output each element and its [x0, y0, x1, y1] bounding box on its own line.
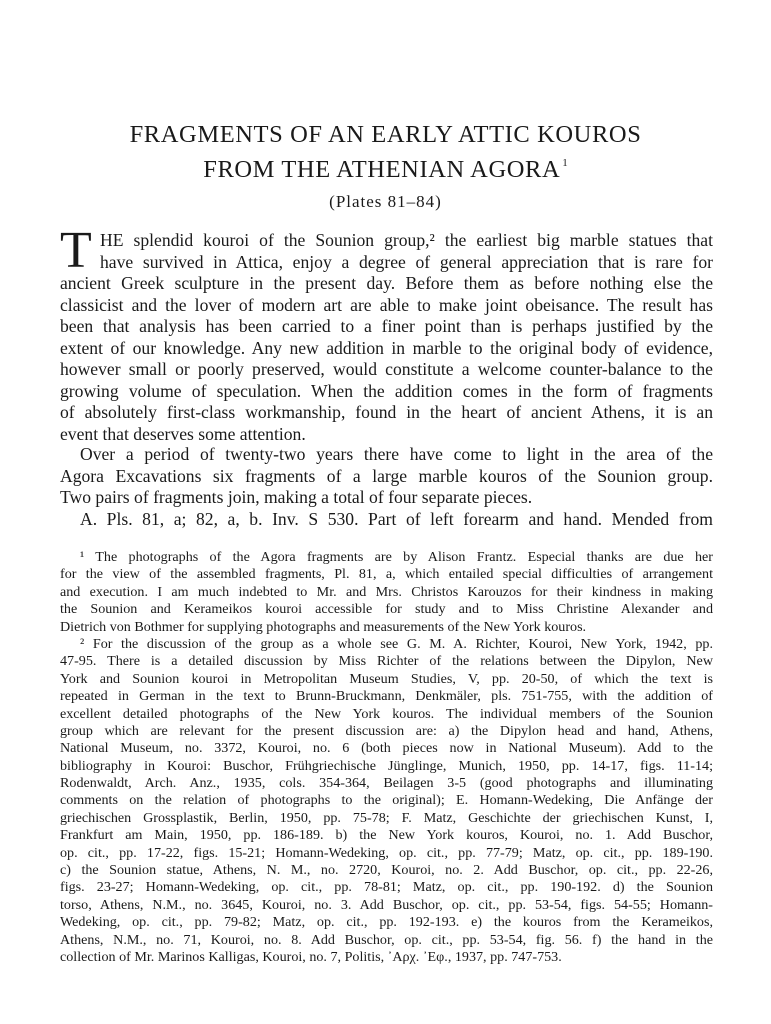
- plates-reference: (Plates 81–84): [329, 192, 442, 211]
- paragraph-line: of absolutely first-class workmanship, found in the heart of ancient Athens, it is an: [60, 402, 713, 422]
- paragraph-line: have survived in Attica, enjoy a degree of general appreciation that is rare for: [100, 251, 713, 272]
- paragraph-line: HE splendid kouroi of the Sounion group,² the earliest big marble statues that: [100, 230, 713, 250]
- footnote-line: ² For the discussion of the group as a whole see G. M. A. Richter, Kouroi, New York, 1942, pp.: [80, 635, 713, 652]
- footnote-line: Frankfurt am Main, 1950, pp. 186-189. b) the New York kouros, Kouroi, no. 1. Add Buschor,: [60, 827, 713, 844]
- footnote-line: and execution. I am much indebted to Mr. and Mrs. Christos Karouzos for their kindness in making: [60, 583, 713, 600]
- footnote-line: op. cit., pp. 17-22, figs. 15-21; Homann-Wedeking, op. cit., pp. 77-79; Matz, op. cit., pp. 189-190.: [60, 844, 713, 861]
- footnote-line: repeated in German in the text to Brunn-Bruckmann, Denkmäler, pls. 751-755, with the addition of: [60, 688, 713, 705]
- footnote-line: ¹ The photographs of the Agora fragments are by Alison Frantz. Especial thanks are due her: [80, 549, 713, 565]
- footnote-line: Wedeking, op. cit., pp. 79-82; Matz, op. cit., pp. 192-193. e) the kouros from the Kerameikos,: [60, 914, 713, 931]
- paragraph-line: Agora Excavations six fragments of a large marble kouros of the Sounion group.: [60, 465, 713, 486]
- paragraph-line: Two pairs of fragments join, making a total of four separate pieces.: [60, 487, 533, 507]
- paragraph-line: growing volume of speculation. When the addition comes in the form of fragments: [60, 380, 713, 401]
- article-title-line-2: [0, 149, 771, 184]
- footnote-line: excellent detailed photographs of the New York kouros. The individual members of the Sounion: [60, 705, 713, 722]
- paragraph-2: [60, 444, 713, 509]
- footnote-line: figs. 23-27; Homann-Wedeking, op. cit., pp. 78-81; Matz, op. cit., pp. 190-192. d) the Sounion: [60, 879, 713, 896]
- footnote-line: Athens, N.M., no. 71, Kouroi, no. 8. Add Buschor, op. cit., pp. 53-54, fig. 56. f) the hand in the: [60, 931, 713, 948]
- paragraph-line: however small or poorly preserved, would constitute a welcome counter-balance to the: [60, 359, 713, 379]
- footnote-line: Dietrich von Bothmer for supplying photographs and measurements of the New York kouros.: [60, 618, 587, 635]
- footnote-line: group which are relevant for the present discussion are: a) the Dipylon head and hand, Athens,: [60, 722, 713, 739]
- footnotes: [60, 549, 713, 966]
- footnote-line: the Sounion and Kerameikos kouroi accessible for study and to Miss Christine Alexander and: [60, 601, 713, 618]
- article-title-line-1: [0, 121, 771, 149]
- footnote-line: bibliography in Kouroi: Buschor, Frühgriechische Jünglinge, Munich, 1950, pp. 14-17, figs. 11-14;: [60, 757, 713, 774]
- footnote-line: 47-95. There is a detailed discussion by Miss Richter of the relations between the Dipylon, New: [60, 653, 713, 670]
- paragraph-line: ancient Greek sculpture in the present day. Before them as before nothing else the: [60, 273, 713, 293]
- footnote-line: York and Sounion kouroi in Metropolitan Museum Studies, V, pp. 20-50, of which the text is: [60, 670, 713, 687]
- paragraph-line: been that analysis has been carried to a finer point than is perhaps justified by the: [60, 316, 713, 336]
- title-line-1-text: FRAGMENTS OF AN EARLY ATTIC KOUROS: [129, 121, 642, 148]
- paragraph-line: Over a period of twenty-two years there have come to light in the area of the: [80, 444, 713, 464]
- paragraph-line: extent of our knowledge. Any new addition in marble to the original body of evidence,: [60, 337, 713, 358]
- paragraph-line: A. Pls. 81, a; 82, a, b. Inv. S 530. Part of left forearm and hand. Mended from: [80, 509, 713, 529]
- drop-cap: T: [60, 222, 92, 279]
- paragraph-line: event that deserves some attention.: [60, 423, 306, 444]
- footnote-line: National Museum, no. 3372, Kouroi, no. 6 (both pieces now in National Museum). Add to the: [60, 740, 713, 757]
- footnote-line: for the view of the assembled fragments, Pl. 81, a, which entailed special difficulties of arrangement: [60, 566, 713, 583]
- footnote-line: comments on the relation of photographs to the original); E. Homann-Wedeking, Die Anfänge der: [60, 792, 713, 809]
- footnote-line: c) the Sounion statue, Athens, N. M., no. 2720, Kouroi, no. 2. Add Buschor, op. cit., pp. 22-26,: [60, 862, 713, 879]
- title-line-2-text: FROM THE ATHENIAN AGORA: [203, 156, 561, 183]
- footnote-line: collection of Mr. Marinos Kalligas, Kouroi, no. 7, Politis, ᾿Αρχ. ᾿Εφ., 1937, pp. 747-753.: [60, 948, 562, 965]
- title-footnote-mark: 1: [562, 157, 568, 169]
- paragraph-1: [60, 222, 713, 445]
- paragraph-line: classicist and the lover of modern art are able to make joint obeisance. The result has: [60, 294, 713, 315]
- footnote-line: torso, Athens, N.M., no. 3645, Kouroi, no. 3. Add Buschor, op. cit., pp. 53-54, figs. 54-55; Homann-: [60, 896, 713, 913]
- footnote-line: Rodenwaldt, Arch. Anz., 1935, cols. 354-364, Beilagen 3-5 (good photographs and illuminating: [60, 775, 713, 792]
- footnote-line: griechischen Grossplastik, Berlin, 1950, pp. 75-78; F. Matz, Geschichte der griechischen Kunst, I,: [60, 809, 713, 826]
- paragraph-3: [60, 509, 713, 531]
